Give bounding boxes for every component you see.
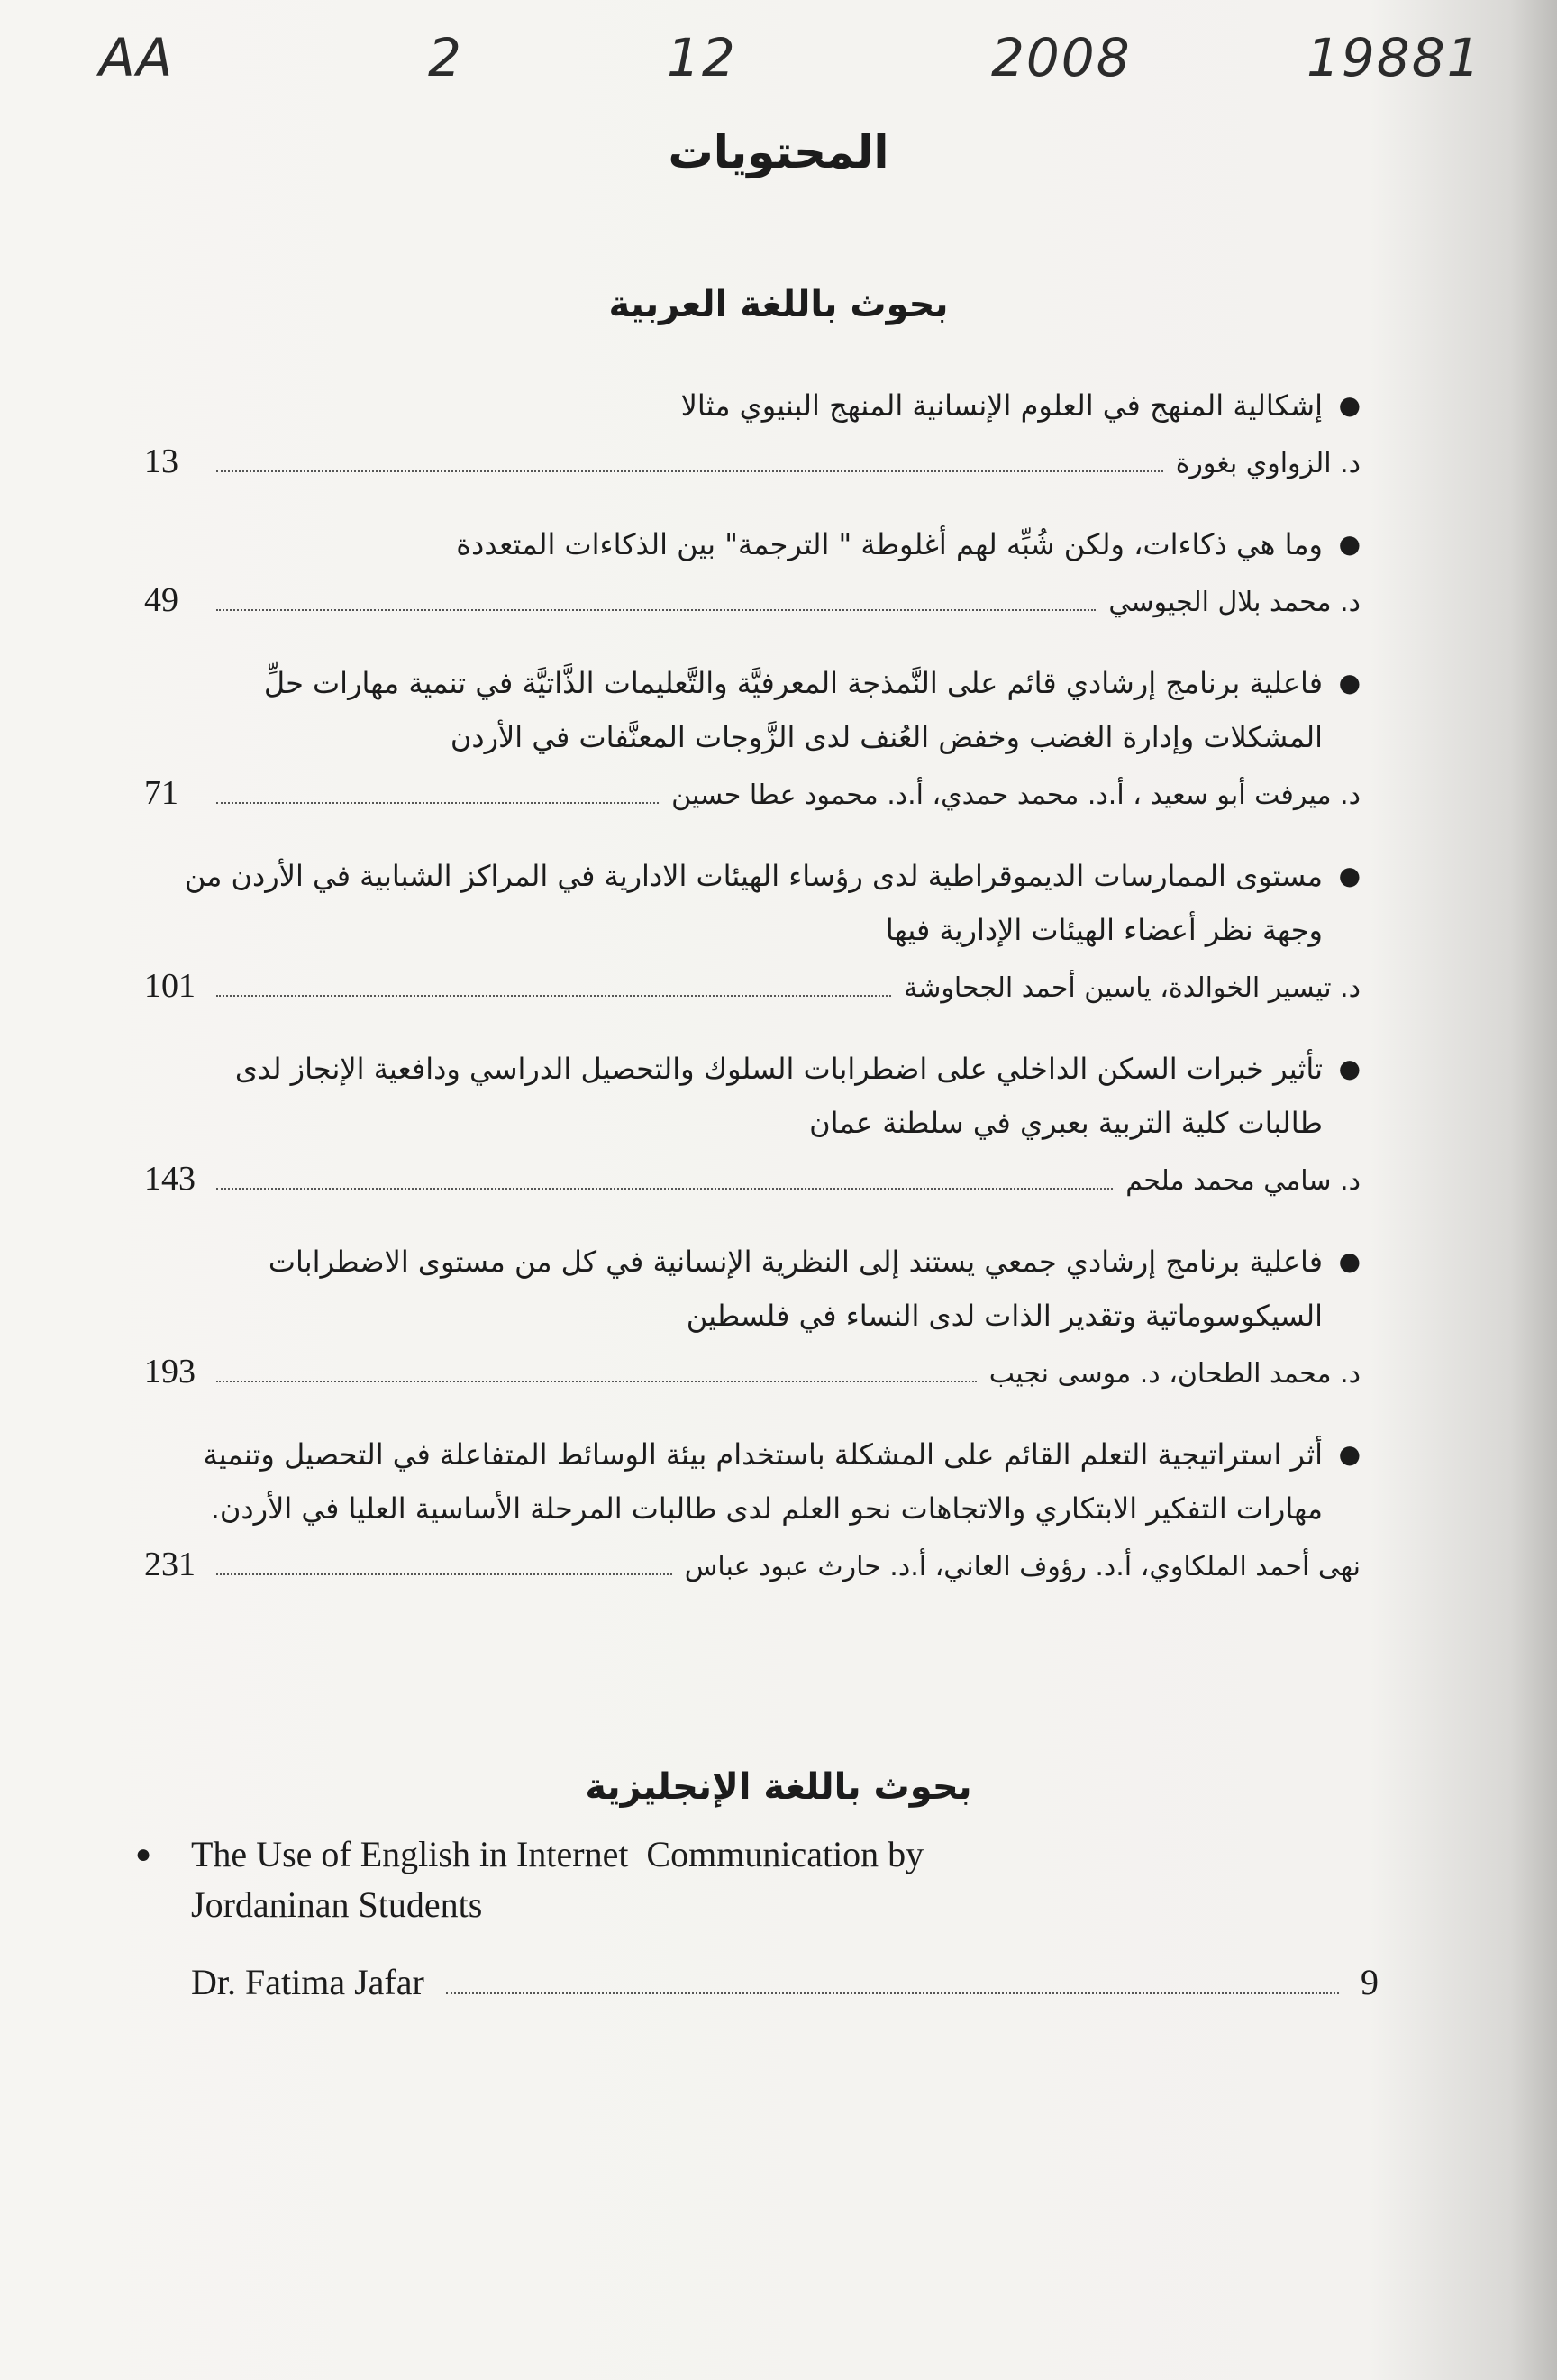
arabic-section-heading: بحوث باللغة العربية — [608, 284, 949, 325]
entry-title: أثر استراتيجية التعلم القائم على المشكلة باستخدام بيئة الوسائط المتفاعلة في التحصيل وتنمية مهارات التفكير الابتكاري والاتجاهات نحو العلم لدى طالبات المرحلة الأساسية العليا في الأردن. — [203, 1437, 1323, 1526]
bullet-icon: ● — [1338, 529, 1361, 559]
toc-entry[interactable] — [144, 849, 1361, 1006]
page-number: 231 — [144, 1546, 196, 1583]
page-number: 193 — [144, 1353, 196, 1391]
entry-authors: د. الزواوي بغورة — [1175, 448, 1361, 479]
handwritten-note-5: 19881 — [1307, 27, 1482, 88]
toc-entry[interactable] — [144, 517, 1361, 620]
bullet-icon: ● — [1338, 861, 1361, 890]
handwritten-note-4: 2008 — [991, 27, 1132, 88]
entry-title: تأثير خبرات السكن الداخلي على اضطرابات السلوك والتحصيل الدراسي ودافعية الإنجاز لدى طالبات كلية التربية بعبري في سلطنة عمان — [234, 1052, 1323, 1140]
bullet-icon: ● — [1338, 1439, 1361, 1469]
page-number: 49 — [144, 581, 178, 619]
dotted-leader — [446, 1992, 1339, 1994]
entry-authors: د. سامي محمد ملحم — [1125, 1165, 1361, 1197]
dotted-leader — [216, 995, 891, 997]
english-entry-title-line1: The Use of English in Internet Communication by — [191, 1834, 924, 1874]
bullet-icon: ● — [1338, 1246, 1361, 1276]
handwritten-note-3: 12 — [667, 27, 737, 88]
bullet-icon: ● — [1338, 1053, 1361, 1083]
page-number: 143 — [144, 1160, 196, 1198]
toc-entry[interactable] — [144, 1042, 1361, 1199]
entry-authors: د. محمد بلال الجيوسي — [1108, 587, 1361, 618]
page-number: 101 — [144, 967, 196, 1005]
bullet-icon: ● — [135, 1839, 152, 1869]
handwritten-note-1: AA — [99, 27, 175, 88]
toc-entry[interactable] — [144, 1235, 1361, 1391]
dotted-leader — [216, 1188, 1113, 1190]
entry-authors: د. محمد الطحان، د. موسى نجيب — [988, 1358, 1361, 1390]
entry-authors: نهى أحمد الملكاوي، أ.د. رؤوف العاني، أ.د. حارث عبود عباس — [684, 1551, 1361, 1582]
english-entry-author: Dr. Fatima Jafar — [191, 1962, 424, 2002]
bullet-icon: ● — [1338, 390, 1361, 420]
dotted-leader — [216, 1573, 672, 1575]
dotted-leader — [216, 802, 659, 804]
entry-title: إشكالية المنهج في العلوم الإنسانية المنهج البنيوي مثالا — [680, 388, 1323, 423]
english-entry-title-line2: Jordaninan Students — [191, 1884, 483, 1925]
page-number: 13 — [144, 442, 178, 480]
arabic-entries-list — [144, 378, 1361, 1620]
toc-entry[interactable] — [144, 1427, 1361, 1584]
entry-title: فاعلية برنامج إرشادي جمعي يستند إلى النظرية الإنسانية في كل من مستوى الاضطرابات السيكوسوماتية وتقدير الذات لدى النساء في فلسطين — [268, 1245, 1323, 1333]
english-toc-entry[interactable] — [135, 1829, 1379, 2003]
bullet-icon: ● — [1338, 668, 1361, 698]
dotted-leader — [216, 470, 1163, 472]
dotted-leader — [216, 609, 1096, 611]
handwritten-note-2: 2 — [428, 27, 463, 88]
entry-authors: د. ميرفت أبو سعيد ، أ.د. محمد حمدي، أ.د. محمود عطا حسين — [671, 780, 1361, 811]
entry-title: فاعلية برنامج إرشادي قائم على النَّمذجة المعرفيَّة والتَّعليمات الذَّاتيَّة في تنمية مهارات حلِّ المشكلات وإدارة الغضب وخفض العُنف لدى الزَّوجات المعنَّفات في الأردن — [263, 666, 1323, 754]
toc-entry[interactable] — [144, 656, 1361, 813]
page-title: المحتويات — [668, 126, 889, 178]
dotted-leader — [216, 1381, 977, 1382]
english-page-number: 9 — [1361, 1962, 1379, 2002]
toc-entry[interactable] — [144, 378, 1361, 481]
page-number: 71 — [144, 774, 178, 812]
entry-authors: د. تيسير الخوالدة، ياسين أحمد الجحاوشة — [904, 972, 1361, 1004]
entry-title: وما هي ذكاءات، ولكن شُبِّه لهم أغلوطة " الترجمة" بين الذكاءات المتعددة — [456, 527, 1323, 561]
entry-title: مستوى الممارسات الديموقراطية لدى رؤساء الهيئات الادارية في المراكز الشبابية في الأردن من وجهة نظر أعضاء الهيئات الإدارية فيها — [184, 859, 1323, 947]
english-section-heading: بحوث باللغة الإنجليزية — [585, 1766, 972, 1808]
